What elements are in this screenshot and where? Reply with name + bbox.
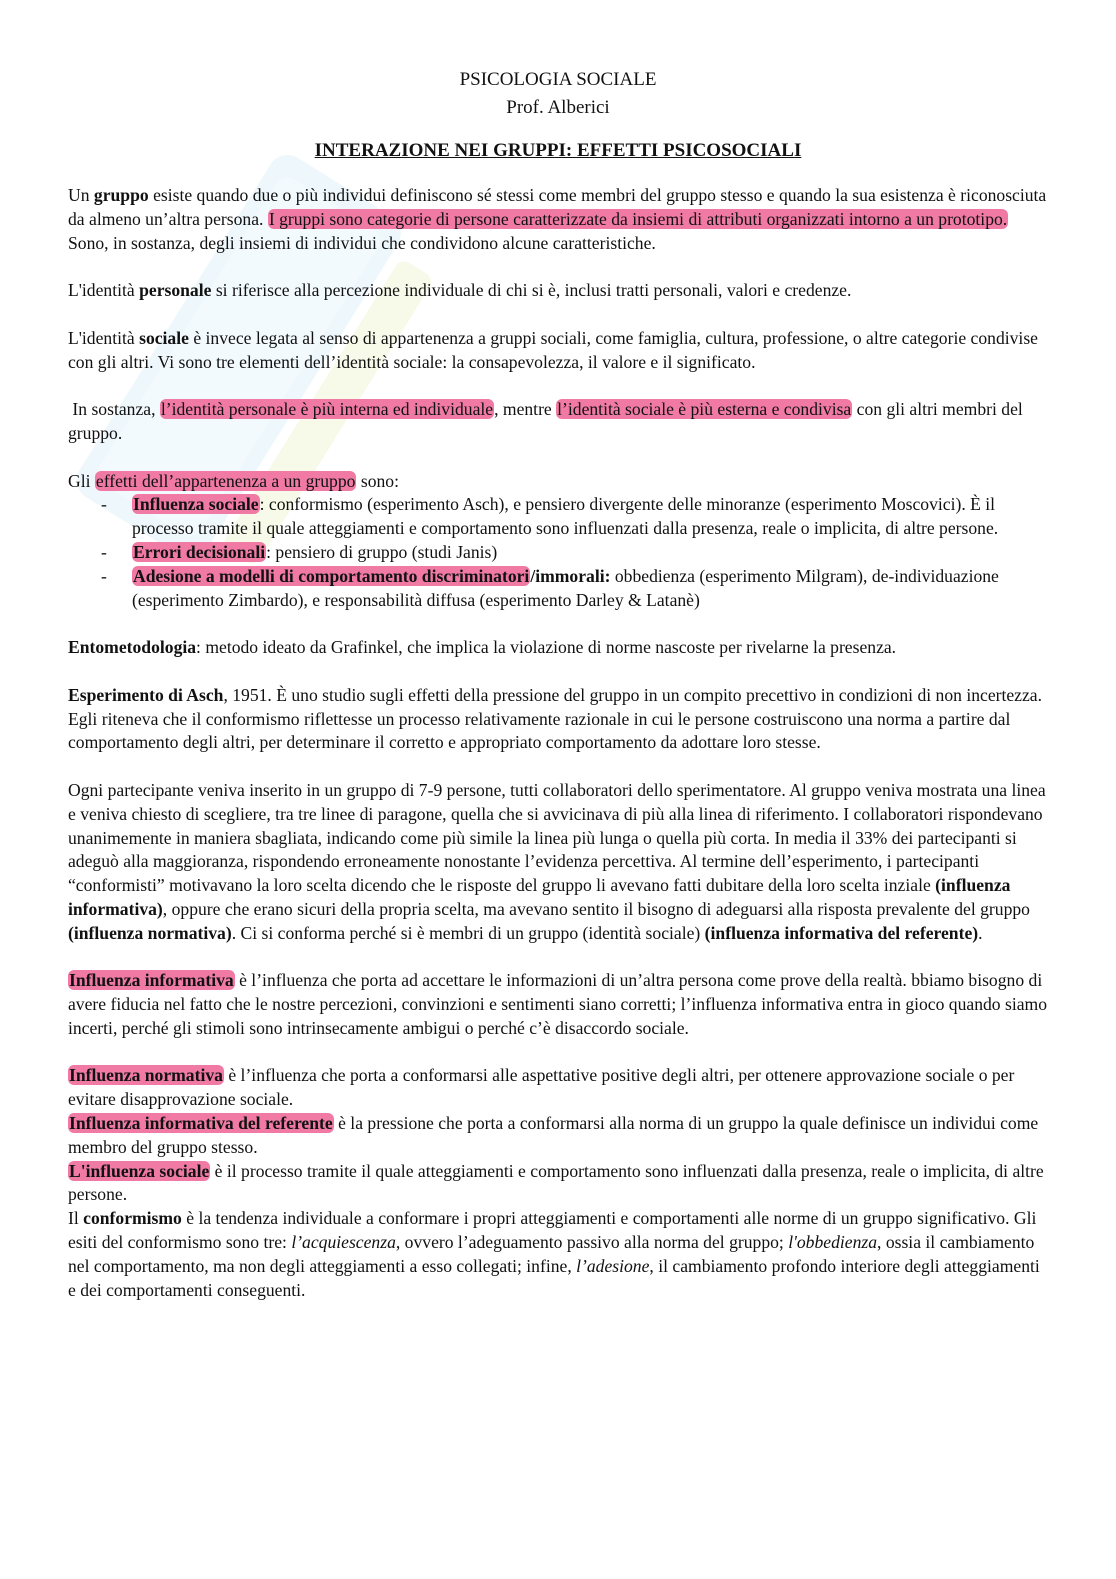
highlight: L'influenza sociale: [69, 1160, 210, 1181]
page-title: INTERAZIONE NEI GRUPPI: EFFETTI PSICOSOCIALI: [314, 140, 802, 161]
paragraph-in-sostanza: In sostanza, l’identità personale è più interna ed individuale, mentre l’identità sociale è più esterna e condivisa con gli altri membri del gruppo.: [68, 399, 1028, 443]
highlight: I gruppi sono categorie di persone caratterizzate da insiemi di attributi organizzati intorno a un prototipo.: [268, 208, 1008, 229]
list-item: - Adesione a modelli di comportamento discriminatori/immorali: obbedienza (esperimento Milgram), de-individuazione (esperimento Zimbardo), e responsabilità diffusa (esperimento Darley & Latanè): [68, 565, 1048, 613]
highlight: Influenza informativa: [69, 970, 234, 991]
list-item: - Errori decisionali: pensiero di gruppo (studi Janis): [68, 541, 1048, 565]
paragraph-identita-personale: L'identità personale si riferisce alla percezione individuale di chi si è, inclusi tratti personali, valori e credenze.: [68, 280, 852, 301]
highlight: l’identità sociale è più esterna e condivisa: [557, 399, 852, 420]
highlight: Errori decisionali: [133, 541, 266, 562]
paragraph-influenza-informativa: Influenza informativa è l’influenza che porta ad accettare le informazioni di un’altra persona come prove della realtà. bbiamo bisogno di avere fiducia nel fatto che le nostre percezioni, convinzioni e sentimenti siano corretti; l’influenza informativa entra in gioco quando siamo incerti, perché gli stimoli sono intrinsecamente ambigui o perché c’è disaccordo sociale.: [68, 970, 1048, 1038]
highlight: effetti dell’appartenenza a un gruppo: [95, 470, 356, 491]
paragraph-esperimento-asch: Esperimento di Asch, 1951. È uno studio sugli effetti della pressione del gruppo in un compito precettivo in condizioni di non incertezza. Egli riteneva che il conformismo riflettesse un processo relativamente razionale in cui le persone costruiscono una norma a partire dal comportamento degli altri, per determinare il corretto e appropriato comportamento da adottare loro stesse.: [68, 684, 1043, 753]
highlight: Influenza sociale: [133, 494, 259, 515]
highlight: Adesione a modelli di comportamento discriminatori: [133, 565, 530, 586]
paragraph-conformismo: Il conformismo è la tendenza individuale a conformare i propri atteggiamenti e comportamenti alle norme di un gruppo significativo. Gli esiti del conformismo sono tre: l’acquiescenza, ovvero l’adeguamento passivo alla norma del gruppo; l'obbedienza, ossia il cambiamento nel comportamento, ma non degli atteggiamenti a esso collegati; infine, l’adesione, il cambiamento profondo interiore degli atteggiamenti e dei comportamenti conseguenti.: [68, 1208, 1040, 1300]
paragraph-influenza-normativa: Influenza normativa è l’influenza che porta a conformarsi alle aspettative positive degli altri, per ottenere approvazione sociale o per evitare disapprovazione sociale.: [68, 1065, 1015, 1110]
paragraph-gruppo: Un gruppo esiste quando due o più individui definiscono sé stessi come membri del gruppo stesso e quando la sua esistenza è riconosciuta da almeno un’altra persona. I gruppi sono categorie di persone caratterizzate da insiemi di attributi organizzati intorno a un prototipo. Sono, in sostanza, degli insiemi di individui che condividono alcune caratteristiche.: [68, 185, 1047, 253]
effetti-list: [68, 493, 1048, 612]
paragraph-partecipante: Ogni partecipante veniva inserito in un gruppo di 7-9 persone, tutti collaboratori dello sperimentatore. Al gruppo veniva mostrata una linea e veniva chiesto di scegliere, tra tre linee di paragone, quella che si avvicinava di più alla linea di riferimento. I collaboratori rispondevano unanimemente in maniera sbagliata, indicando come più simile la linea più lunga o quella più corta. In media il 33% dei partecipanti si adeguò alla maggioranza, rispondendo erroneamente nonostante l’evidenza percettiva. Al termine dell’esperimento, i partecipanti “conformisti” motivavano la loro scelta dicendo che le risposte del gruppo li avevano fatti dubitare della loro scelta inziale (influenza informativa), oppure che erano sicuri della propria scelta, ma avevano sentito il bisogno di adeguarsi alla risposta prevalente del gruppo (influenza normativa). Ci si conforma perché si è membri di un gruppo (identità sociale) (influenza informativa del referente).: [68, 779, 1046, 943]
list-item: - Influenza sociale: conformismo (esperimento Asch), e pensiero divergente delle minoranze (esperimento Moscovici). È il processo tramite il quale atteggiamenti e comportamento sono influenzati dalla presenza, reale o implicita, di altre persone.: [68, 493, 1048, 541]
highlight: Influenza normativa: [69, 1065, 223, 1086]
course-title: PSICOLOGIA SOCIALE: [459, 69, 657, 90]
document-page: [68, 66, 1048, 1302]
paragraph-entometodologia: Entometodologia: metodo ideato da Grafinkel, che implica la violazione di norme nascoste per rivelarne la presenza.: [68, 637, 897, 658]
paragraph-influenza-sociale: L'influenza sociale è il processo tramite il quale atteggiamenti e comportamento sono influenzati dalla presenza, reale o implicita, di altre persone.: [68, 1160, 1044, 1205]
paragraph-effetti: Gli effetti dell’appartenenza a un gruppo sono:: [68, 470, 399, 491]
highlight: l’identità personale è più interna ed individuale: [160, 399, 494, 420]
paragraph-identita-sociale: L'identità sociale è invece legata al senso di appartenenza a gruppi sociali, come famiglia, cultura, professione, o altre categorie condivise con gli altri. Vi sono tre elementi dell’identità sociale: la consapevolezza, il valore e il significato.: [68, 327, 1038, 372]
highlight: Influenza informativa del referente: [69, 1113, 333, 1134]
professor-name: Prof. Alberici: [506, 97, 610, 118]
paragraph-influenza-referente: Influenza informativa del referente è la pressione che porta a conformarsi alla norma di un gruppo la quale definisce un individui come membro del gruppo stesso.: [68, 1113, 1039, 1157]
